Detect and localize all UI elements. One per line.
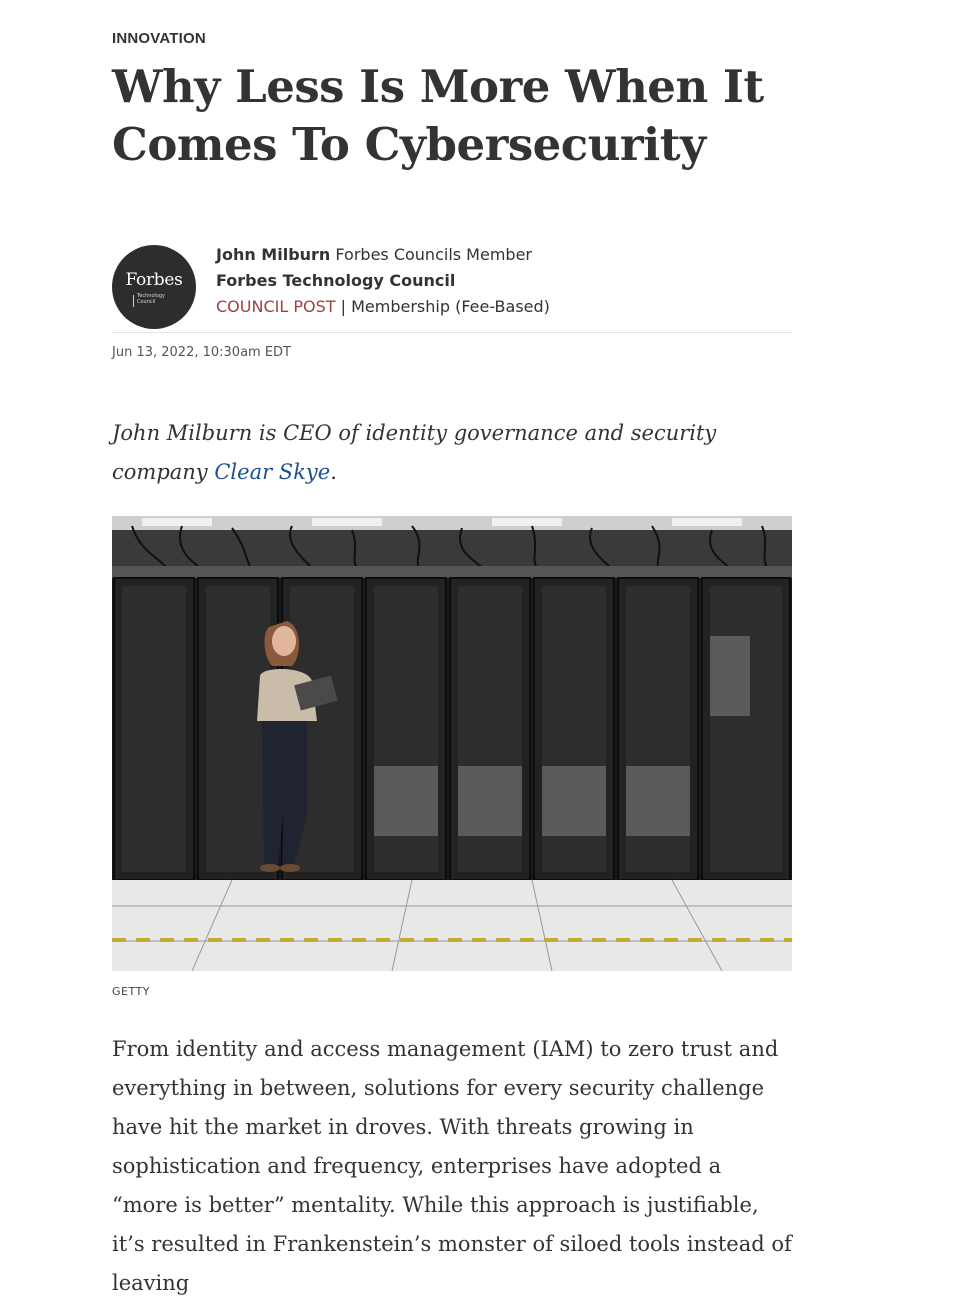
logo-divider <box>133 295 134 307</box>
image-caption: GETTY <box>112 985 150 998</box>
author-name-link[interactable]: John Milburn <box>216 245 331 264</box>
article-body-paragraph: From identity and access management (IAM) to zero trust and everything in between, solutions for every security challenge have hit the market in droves. With threats growing in sophistication and frequency, enterprises have adopted a “more is better” mentality. While this approach is justifiable, it’s resulted in Frankenstein’s monster of siloed tools instead of leaving <box>112 1037 792 1295</box>
server-room-illustration <box>112 516 792 971</box>
byline <box>112 242 792 334</box>
author-meta <box>216 242 550 320</box>
post-type-separator: | <box>340 297 346 316</box>
council-line <box>216 268 550 294</box>
article-headline: Why Less Is More When It Comes To Cybersecurity <box>112 60 764 171</box>
membership-label: Membership (Fee-Based) <box>351 297 550 316</box>
category-label[interactable]: INNOVATION <box>112 30 206 47</box>
author-note-suffix: . <box>330 460 337 484</box>
post-type-line <box>216 294 550 320</box>
council-post-label: COUNCIL POST <box>216 297 336 316</box>
forbes-logo-word: Forbes <box>125 270 183 290</box>
forbes-logo-subtitle: Technology Council <box>137 293 166 305</box>
clear-skye-link[interactable]: Clear Skye <box>214 460 331 484</box>
council-link[interactable]: Forbes Technology Council <box>216 271 456 290</box>
author-role: Forbes Councils Member <box>335 245 532 264</box>
author-avatar[interactable] <box>112 245 196 329</box>
author-note-text: John Milburn is CEO of identity governance and security company <box>112 421 717 484</box>
byline-divider <box>112 332 792 333</box>
publish-date: Jun 13, 2022, 10:30am EDT <box>112 345 291 360</box>
hero-image <box>112 516 792 971</box>
author-line <box>216 242 550 268</box>
author-note <box>112 414 792 492</box>
